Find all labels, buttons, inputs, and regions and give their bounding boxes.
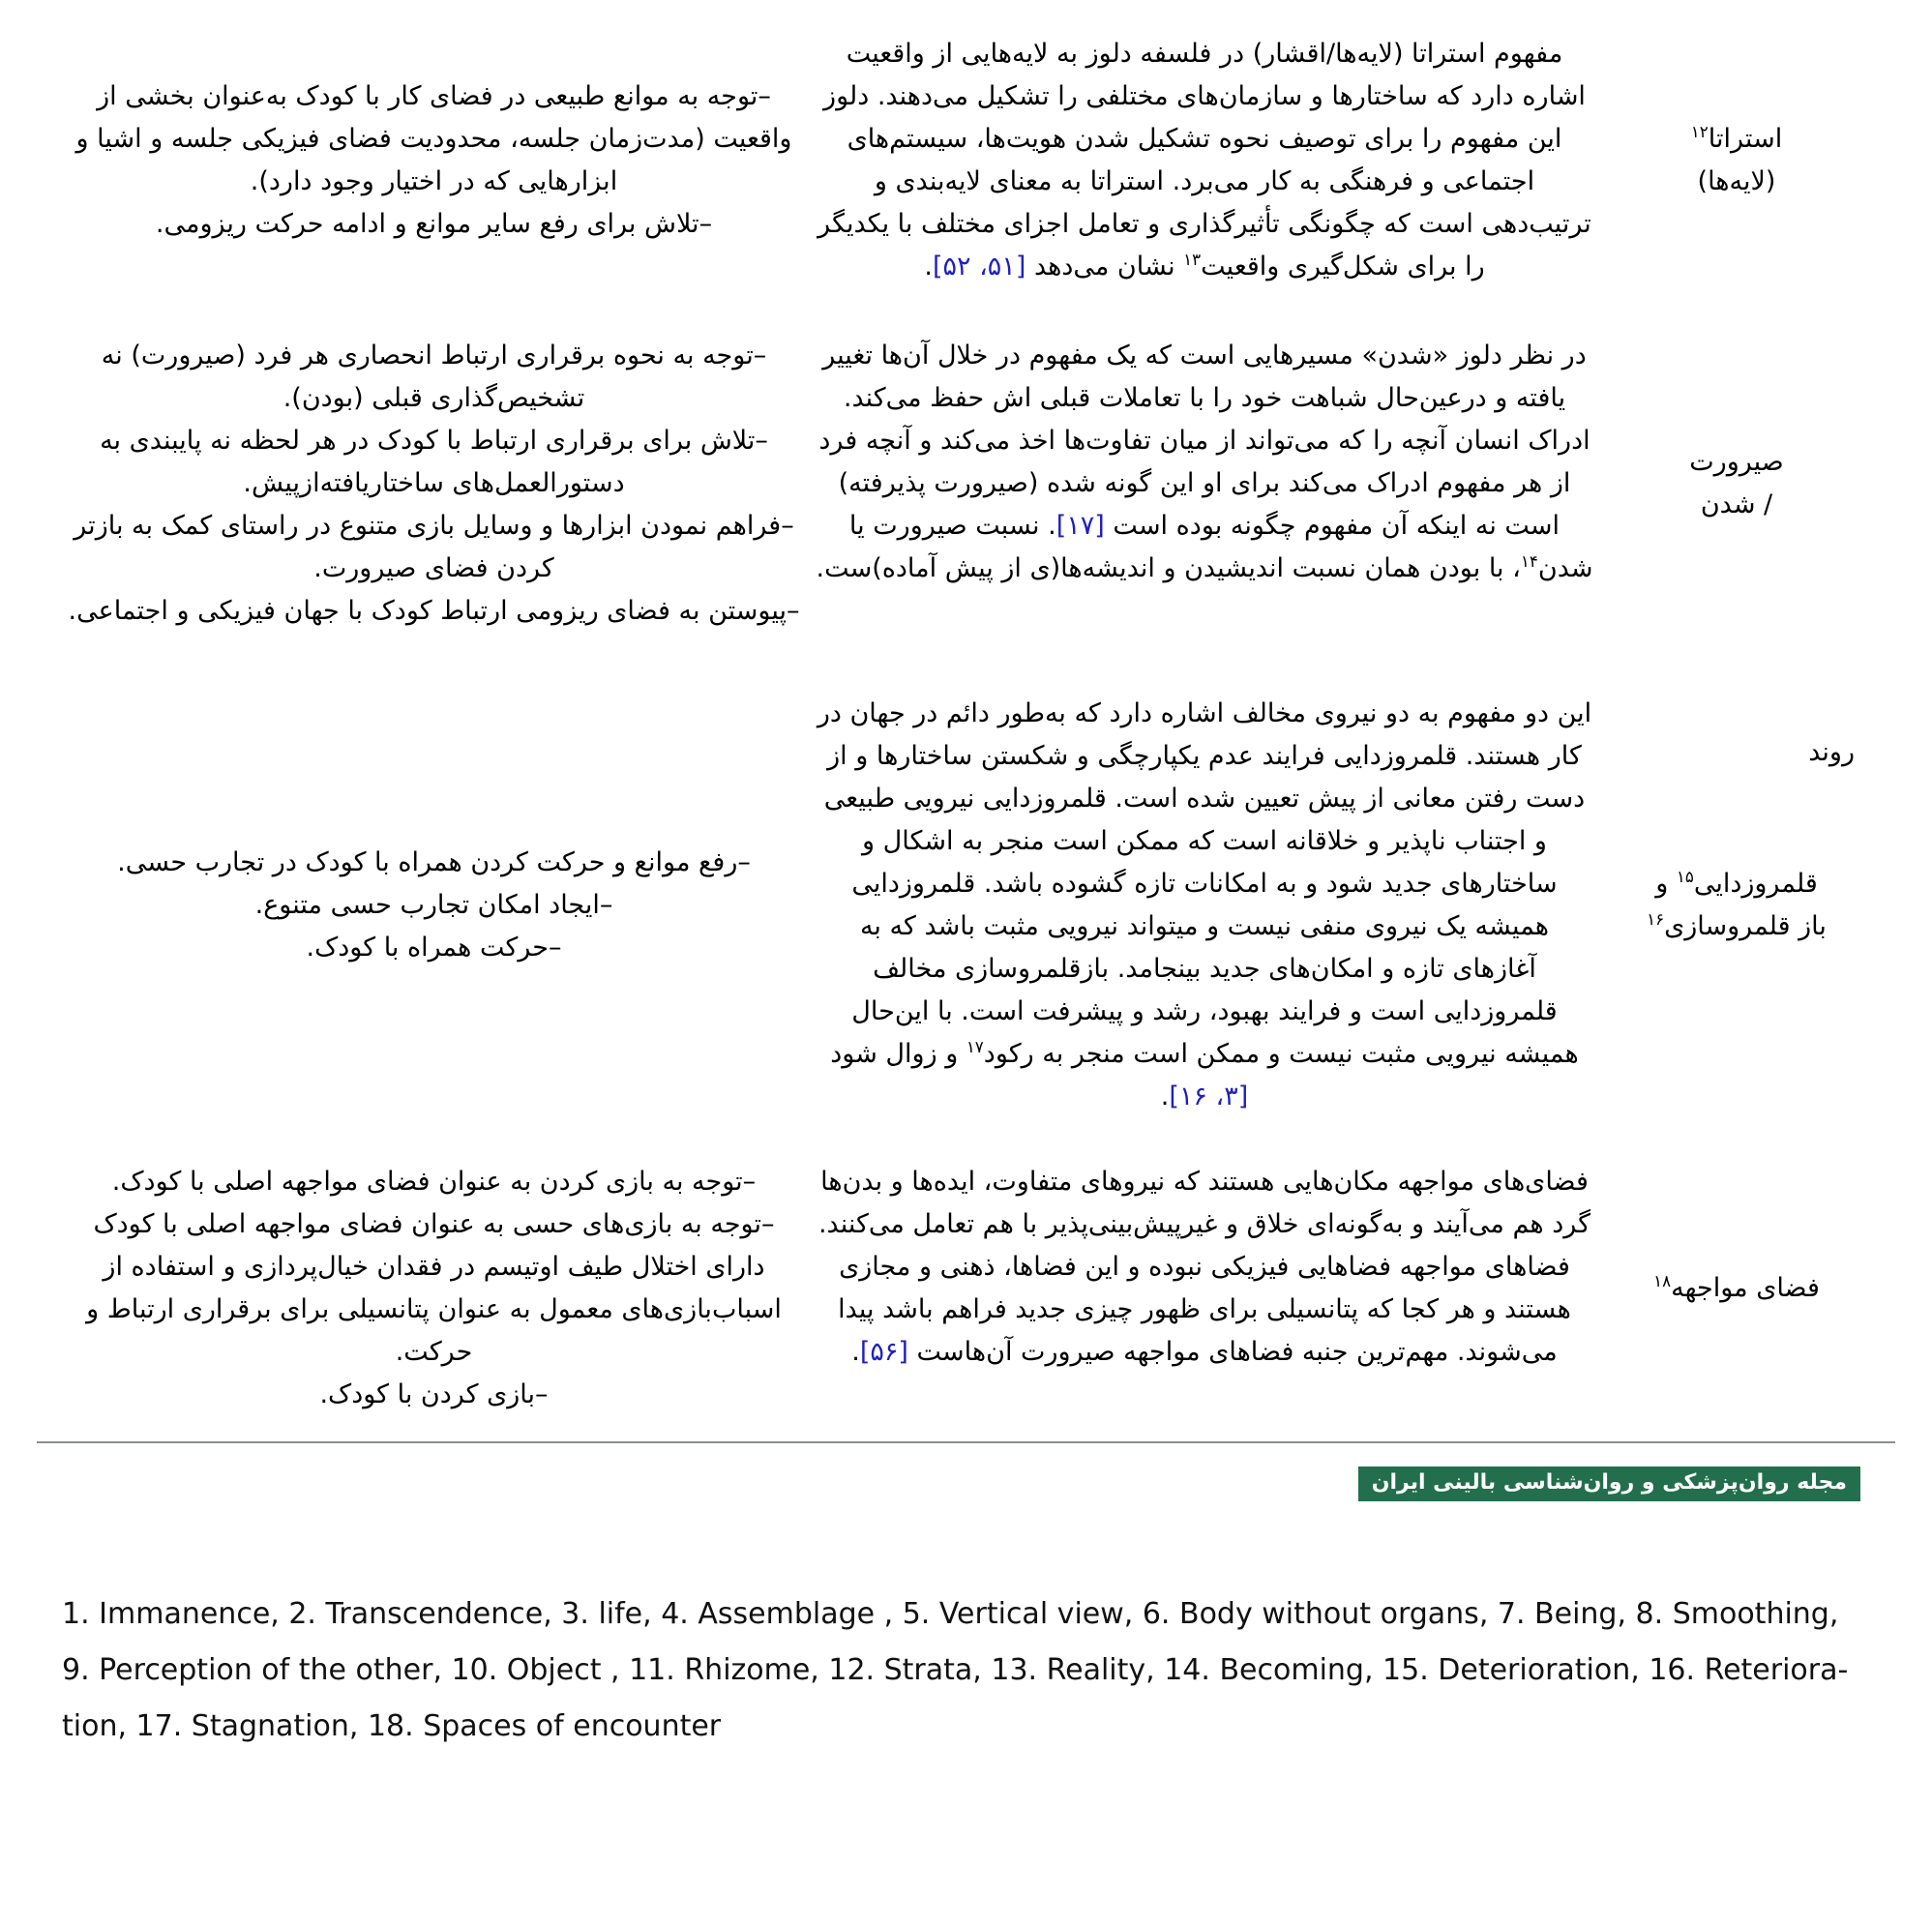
text-segment: قلمروزدایی: [1693, 869, 1818, 899]
application-bullet: –توجه به نحوه برقراری ارتباط انحصاری هر فرد (صیرورت) نه تشخیص‌گذاری قبلی (بودن).: [101, 341, 767, 413]
definition-cell: [808, 33, 1601, 288]
citation: [۳، ۱۶]: [1169, 1082, 1249, 1111]
term-deterritorialization: [1655, 863, 1818, 905]
term-cell: [1601, 335, 1872, 633]
application-bullet: –حرکت همراه با کودک.: [306, 933, 562, 963]
application-bullet: –توجه به بازی‌های حسی به عنوان فضای مواجهه اصلی با کودک دارای اختلال طیف اوتیسم در فقدان خیال‌پردازی و استفاده از اسباب‌بازی‌های معمول به عنوان پتانسیلی برای برقراری ارتباط و حرکت.: [86, 1209, 782, 1367]
application-bullet: –فراهم نمودن ابزارها و وسایل بازی متنوع در راستای کمک به بازتر کردن فضای صیرورت.: [74, 511, 794, 583]
text-segment: فضای‌های مواجهه مکان‌هایی هستند که نیروهای متفاوت، ایده‌ها و بدن‌ها گرد هم می‌آیند و به‌گونه‌ای خلاق و غیرپیش‌بینی‌پذیر با هم تعامل می‌کنند. فضاهای مواجهه فضاهایی فیزیکی نبوده و این فضاها، ذهنی و مجازی هستند و هر کجا که پتانسیلی برای ظهور چیزی جدید فراهم باشد پیدا می‌شوند. مهم‌ترین جنبه فضاهای مواجهه صیرورت آن‌هاست: [817, 1167, 1591, 1367]
definition-paragraph: [816, 33, 1593, 288]
text-segment: در نظر دلوز «شدن» مسیرهایی است که یک مفهوم در خلال آن‌ها تغییر یافته و درعین‌حال شباهت خود را با تعاملات قبلی اش حفظ می‌کند. ادراک انسان آنچه را که می‌تواند از میان تفاوت‌ها اخذ می‌کند و آنچه فرد از هر مفهوم ادراک می‌کند برای او این گونه شده (صیرورت پذیرفته) است نه اینکه آن مفهوم چگونه بوده است: [818, 341, 1590, 541]
category-label-process: روند: [1808, 737, 1855, 767]
footnote-line: tion, 17. Stagnation, 18. Spaces of encounter: [62, 1709, 722, 1743]
text-segment: این دو مفهوم به دو نیروی مخالف اشاره دارد که به‌طور دائم در جهان در کار هستند. قلمروزدایی فرایند عدم یکپارچگی و شکستن ساختارها و از دست رفتن معانی از پیش تعیین شده است. قلمروزدایی نیرویی طبیعی و اجتناب ناپذیر و خلاقانه است که ممکن است منجر به اشکال و ساختارهای جدید شود و به امکانات تازه گشوده باشد. قلمروزدایی همیشه یک نیروی منفی نیست و میتواند نیرویی مثبت باشد که به آغازهای تازه و امکان‌های جدید بینجامد. بازقلمروسازی مخالف قلمروزدایی است و فرایند بهبود، رشد و پیشرفت است. با این‌حال همیشه نیرویی مثبت نیست و ممکن است منجر به رکود: [817, 698, 1592, 1069]
footnote-marker: ۱۸: [1653, 1271, 1672, 1290]
journal-badge: مجله روان‌پزشکی و روان‌شناسی بالینی ایران: [1358, 1467, 1860, 1501]
term-strata-sub: [1698, 161, 1776, 203]
application-bullet: –توجه به موانع طبیعی در فضای کار با کودک به‌عنوان بخشی از واقعیت (مدت‌زمان جلسه، محدودیت فضای فیزیکی جلسه و اشیا و ابزارهایی که در اختیار وجود دارد).: [75, 81, 792, 196]
term-reterritorialization: [1647, 905, 1827, 948]
table-row: [60, 693, 1872, 1118]
definition-paragraph: [816, 693, 1593, 1118]
text-segment: ، با بودن همان نسبت اندیشیدن و اندیشه‌ها(ی از پیش آماده)ست.: [816, 553, 1521, 583]
footnote-marker: ۱۳: [1183, 250, 1202, 269]
term-strata: [1691, 118, 1782, 161]
definition-cell: [808, 693, 1601, 1118]
text-segment: .: [1160, 1082, 1170, 1111]
footnote-marker: ۱۴: [1520, 551, 1538, 571]
term-becoming-sub: [1701, 484, 1772, 526]
text-segment: فضای مواجهه: [1671, 1273, 1820, 1303]
applications-cell: [60, 335, 808, 633]
journal-badge-wrap: [0, 1443, 1932, 1501]
term-cell: [1601, 33, 1872, 288]
term-spaces-of-encounter: [1653, 1267, 1820, 1310]
text-segment: / شدن: [1700, 489, 1773, 519]
definition-paragraph: [816, 1161, 1593, 1374]
text-segment: . نسبت صیرورت یا شدن: [848, 511, 1593, 583]
text-segment: و زوال شود: [830, 1039, 966, 1069]
text-segment: باز قلمروسازی: [1664, 911, 1827, 941]
text-segment: استراتا: [1708, 124, 1783, 154]
table-row: [60, 1161, 1872, 1416]
text-segment: مفهوم استراتا (لایه‌ها/اقشار) در فلسفه دلوز به لایه‌هایی از واقعیت اشاره دارد که ساختارها و سازمان‌های مختلفی را تشکیل می‌دهند. دلوز این مفهوم را برای توصیف نحوه تشکیل شدن هویت‌ها، سیستم‌های اجتماعی و فرهنگی به کار می‌برد. استراتا به معنای لایه‌بندی و ترتیب‌دهی است که چگونگی تأثیرگذاری و تعامل اجزای مختلف با یکدیگر را برای شکل‌گیری واقعیت: [817, 39, 1591, 281]
table-row: [60, 33, 1872, 288]
term-cell: [1601, 1161, 1872, 1416]
term-becoming: [1689, 441, 1783, 484]
footnote-marker: ۱۵: [1676, 867, 1694, 886]
applications-cell: [60, 33, 808, 288]
text-segment: (لایه‌ها): [1697, 166, 1776, 196]
footnote-marker: ۱۷: [966, 1037, 984, 1056]
citation: [۱۷]: [1055, 511, 1105, 541]
application-bullet: –رفع موانع و حرکت کردن همراه با کودک در تجارب حسی.: [117, 847, 751, 877]
definition-cell: [808, 335, 1601, 633]
footnote-line: 9. Perception of the other, 10. Object , 11. Rhizome, 12. Strata, 13. Reality, 14. Becoming, 15. Deterioration, 16. Reteriora-: [62, 1653, 1849, 1687]
footnote-marker: ۱۲: [1690, 122, 1709, 141]
application-bullet: –تلاش برای برقراری ارتباط با کودک در هر لحظه نه پایبندی به دستورالعمل‌های ساختاریافته‌ازپیش.: [100, 426, 768, 498]
applications-cell: [60, 693, 808, 1118]
footnote-line: 1. Immanence, 2. Transcendence, 3. life, 4. Assemblage , 5. Vertical view, 6. Body without organs, 7. Being, 8. Smoothing,: [62, 1597, 1839, 1631]
application-bullet: –ایجاد امکان تجارب حسی متنوع.: [254, 890, 613, 920]
english-footnotes: [0, 1501, 1932, 1755]
table-row: [60, 335, 1872, 633]
application-bullet: –بازی کردن با کودک.: [319, 1379, 549, 1409]
footnote-marker: ۱۶: [1647, 909, 1665, 929]
text-segment: .: [924, 252, 933, 281]
text-segment: نشان می‌دهد: [1025, 252, 1184, 281]
citation: [۵۱، ۵۲]: [932, 252, 1026, 281]
application-bullet: –توجه به بازی کردن به عنوان فضای مواجهه اصلی با کودک.: [111, 1167, 757, 1197]
application-bullet: –پیوستن به فضای ریزومی ارتباط کودک با جهان فیزیکی و اجتماعی.: [68, 596, 800, 626]
text-segment: .: [851, 1337, 860, 1367]
application-bullet: –تلاش برای رفع سایر موانع و ادامه حرکت ریزومی.: [155, 209, 713, 239]
text-segment: و: [1655, 869, 1677, 899]
text-segment: صیرورت: [1689, 447, 1784, 477]
citation: [۵۶]: [859, 1337, 908, 1367]
definition-paragraph: [816, 335, 1593, 590]
term-cell: [1601, 693, 1872, 1118]
applications-cell: [60, 1161, 808, 1416]
definition-cell: [808, 1161, 1601, 1416]
